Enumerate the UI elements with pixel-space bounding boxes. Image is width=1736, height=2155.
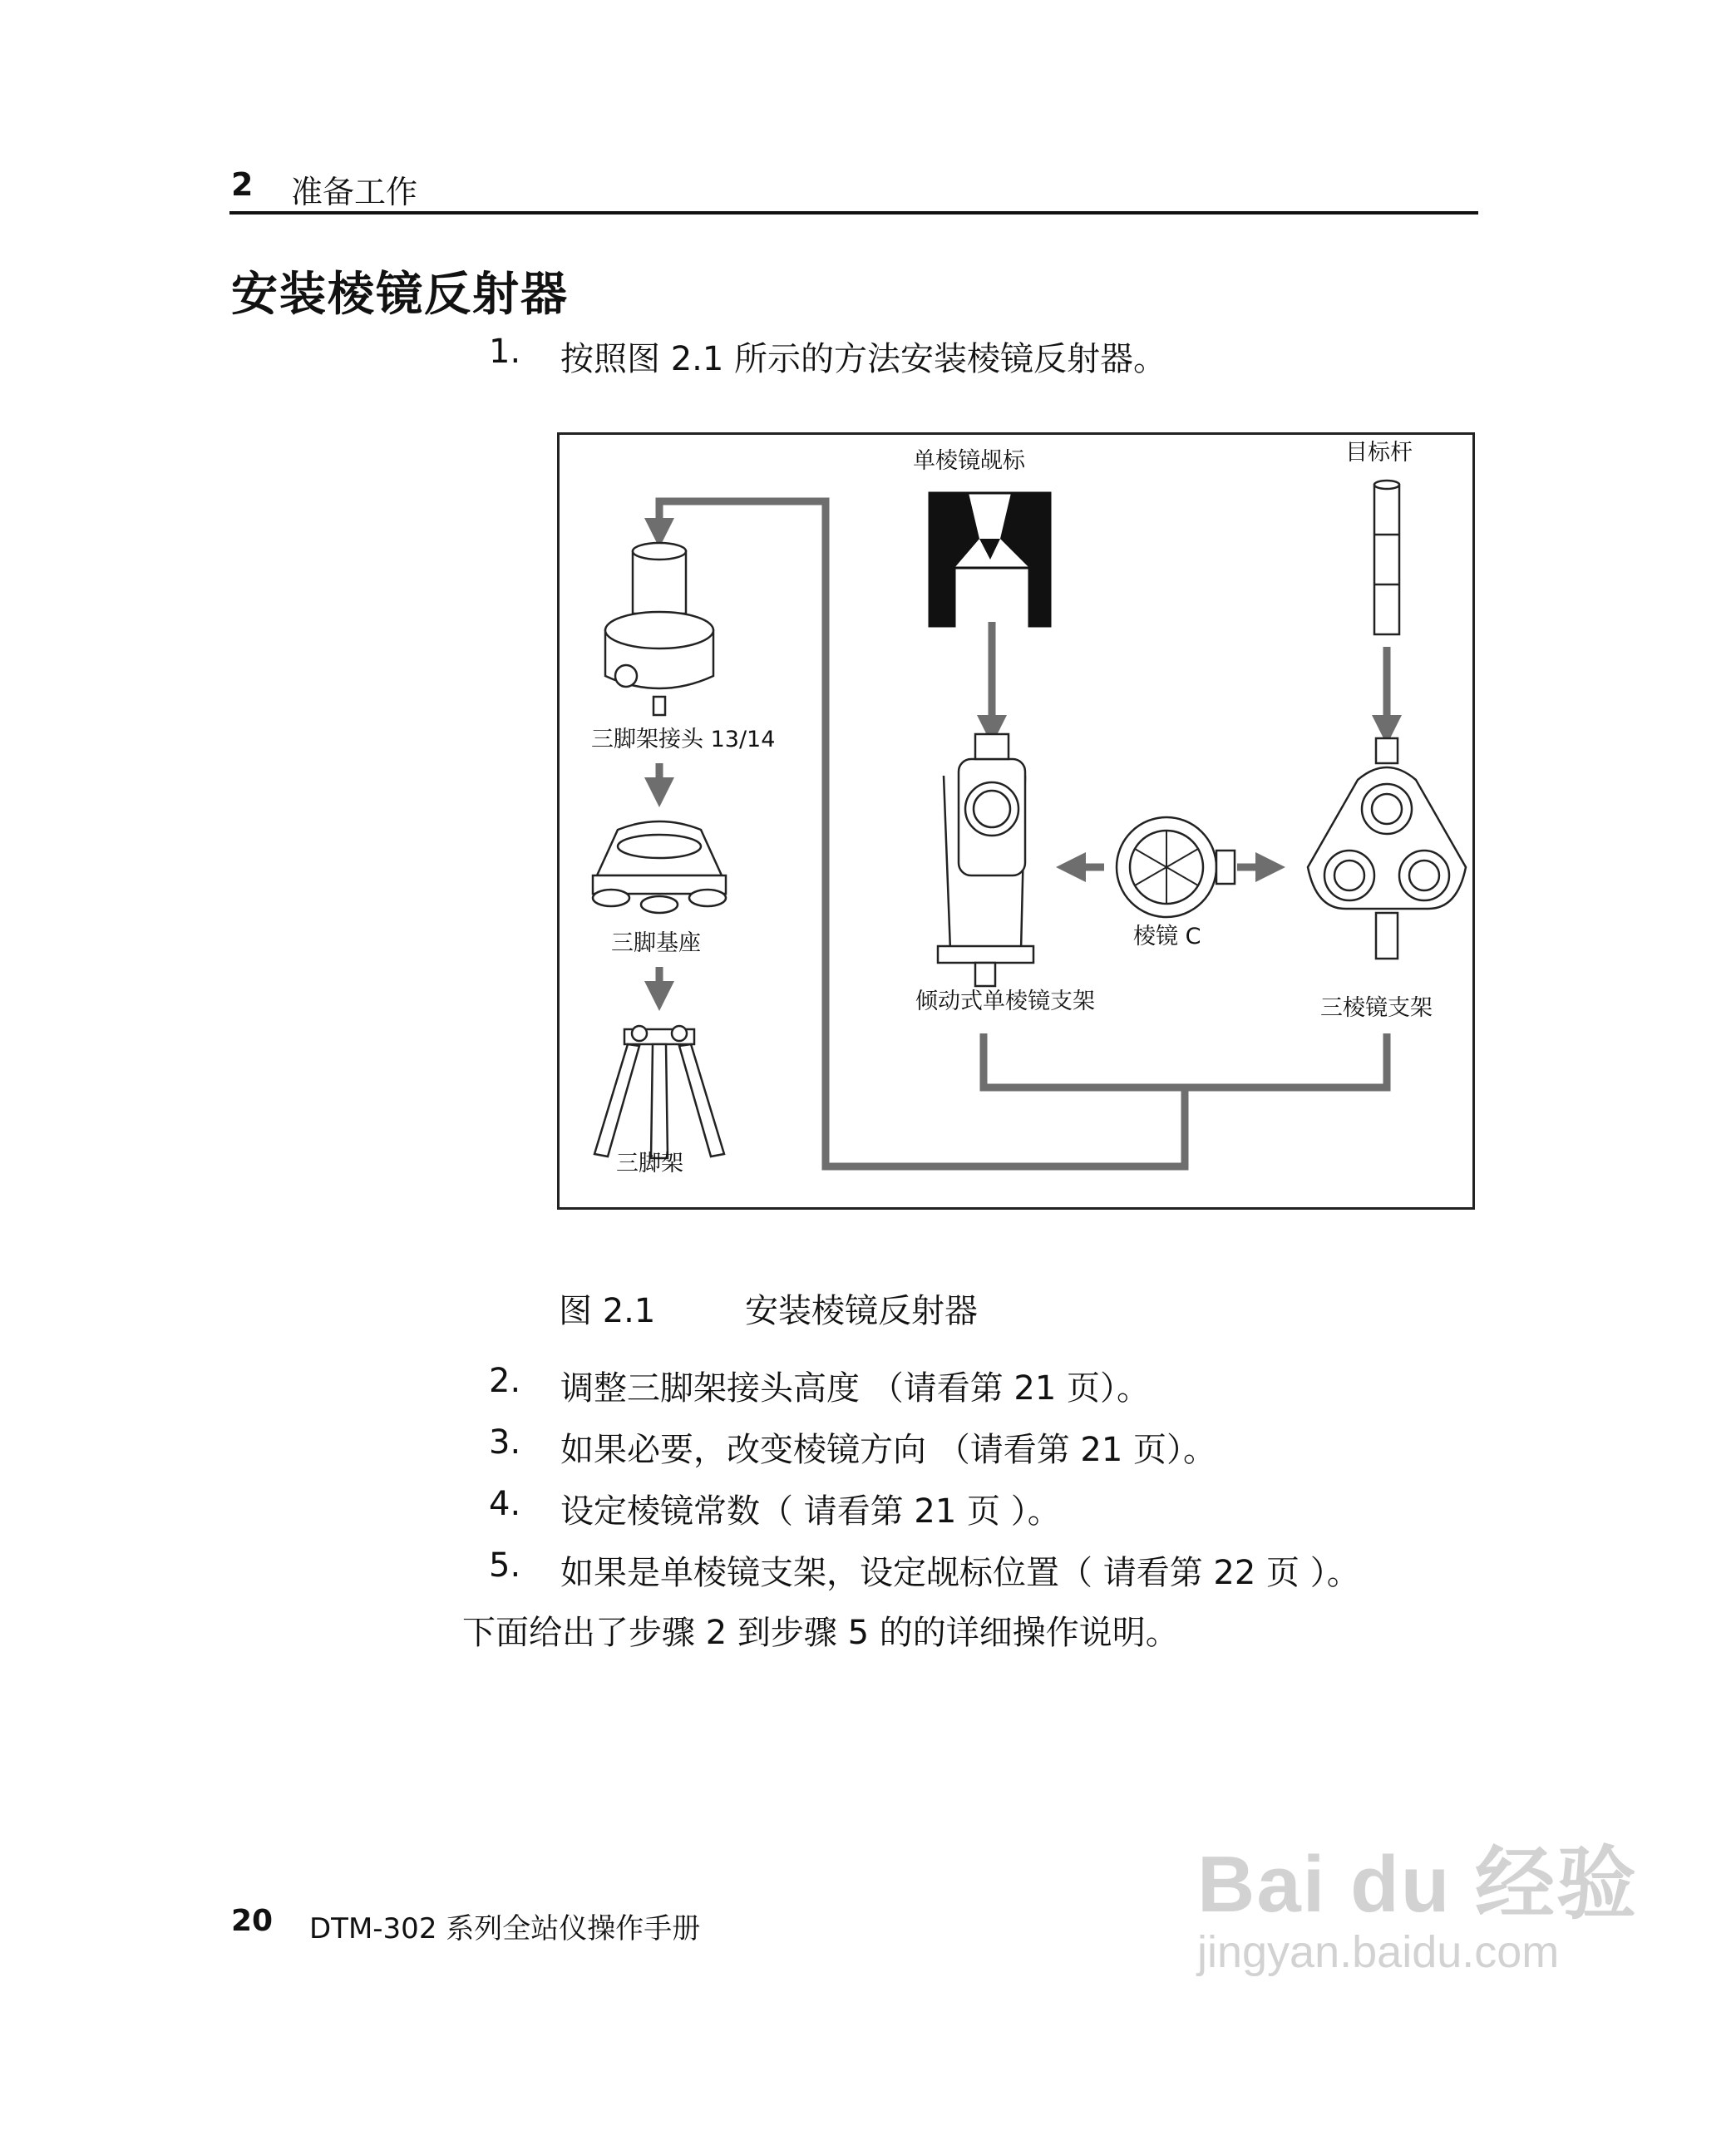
step-number: 5. bbox=[489, 1546, 521, 1585]
watermark-url: jingyan.baidu.com bbox=[1197, 1927, 1560, 1977]
tribrach-adapter-drawing bbox=[605, 543, 713, 715]
step-text: 设定棱镜常数（ 请看第 21 页 ）。 bbox=[560, 1492, 1061, 1531]
caption-number: 图 2.1 bbox=[559, 1292, 656, 1330]
watermark bbox=[1197, 1821, 1638, 1978]
step-text: 如果必要，改变棱镜方向 （请看第 21 页）。 bbox=[560, 1431, 1217, 1469]
single-prism-target-drawing bbox=[930, 493, 1050, 626]
label-single-prism-target: 单棱镜觇标 bbox=[913, 448, 1025, 474]
figure-illustration bbox=[560, 435, 1477, 1212]
prism-c-drawing bbox=[1117, 817, 1235, 917]
step-text: 如果是单棱镜支架，设定觇标位置（ 请看第 22 页 ）。 bbox=[560, 1554, 1360, 1592]
label-triple-holder: 三棱镜支架 bbox=[1320, 995, 1433, 1021]
figure-caption bbox=[559, 1285, 978, 1332]
figure-2-1 bbox=[557, 432, 1475, 1210]
manual-title: DTM-302 系列全站仪操作手册 bbox=[309, 1912, 701, 1945]
chapter-number: 2 bbox=[231, 166, 254, 203]
label-tribrach-adapter: 三脚架接头 13/14 bbox=[591, 727, 776, 752]
label-target-pole: 目标杆 bbox=[1345, 440, 1413, 466]
watermark-brand: Bai du 经验 bbox=[1197, 1840, 1639, 1929]
label-prism-c: 棱镜 C bbox=[1133, 924, 1201, 949]
step-number: 4. bbox=[489, 1485, 521, 1523]
triple-holder-drawing bbox=[1308, 738, 1466, 959]
target-pole-drawing bbox=[1374, 481, 1399, 634]
caption-title: 安装棱镜反射器 bbox=[745, 1292, 978, 1330]
tripod-drawing bbox=[594, 1026, 724, 1158]
step-text: 调整三脚架接头高度 （请看第 21 页）。 bbox=[560, 1369, 1151, 1408]
label-tripod: 三脚架 bbox=[616, 1151, 683, 1176]
step-text: 按照图 2.1 所示的方法安装棱镜反射器。 bbox=[560, 340, 1167, 378]
step-number: 3. bbox=[489, 1423, 521, 1462]
tribrach-drawing bbox=[593, 821, 726, 913]
header-divider bbox=[229, 211, 1478, 215]
step-number: 2. bbox=[489, 1362, 521, 1400]
note-text: 下面给出了步骤 2 到步骤 5 的的详细操作说明。 bbox=[462, 1614, 1179, 1652]
chapter-title: 准备工作 bbox=[291, 174, 418, 210]
page-number: 20 bbox=[231, 1904, 274, 1938]
tilting-holder-drawing bbox=[938, 734, 1033, 986]
label-tilting-holder: 倾动式单棱镜支架 bbox=[915, 989, 1095, 1014]
section-title: 安装棱镜反射器 bbox=[231, 268, 569, 322]
step-number: 1. bbox=[489, 333, 521, 371]
label-tribrach: 三脚基座 bbox=[611, 930, 701, 956]
